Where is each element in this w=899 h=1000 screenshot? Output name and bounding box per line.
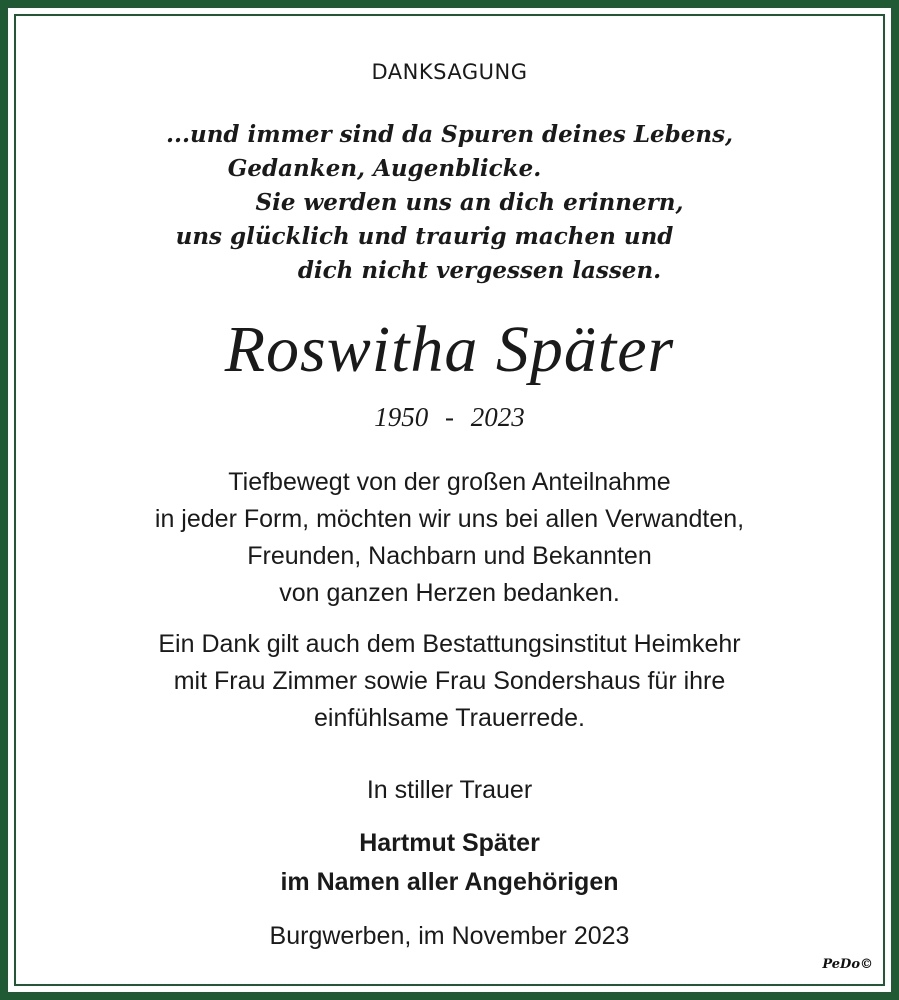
thanks-line: Freunden, Nachbarn und Bekannten: [247, 542, 652, 570]
poem-line: dich nicht vergessen lassen.: [297, 257, 662, 284]
poem-line: uns glücklich und traurig machen und: [175, 223, 674, 250]
life-years: 1950 - 2023: [374, 402, 525, 432]
thanks-paragraph: [16, 464, 883, 612]
thanks-line: Ein Dank gilt auch dem Bestattungsinstitut Heimkehr: [158, 630, 741, 658]
poem-line: Gedanken, Augenblicke.: [227, 155, 542, 182]
notice-margin: [8, 8, 891, 992]
thanks-line: in jeder Form, möchten wir uns bei allen Verwandten,: [154, 505, 745, 533]
poem-line: Sie werden uns an dich erinnern,: [255, 189, 684, 216]
publisher-mark: PeDo©: [822, 957, 873, 972]
deceased-name: Roswitha Später: [224, 313, 675, 386]
thanks-line: von ganzen Herzen bedanken.: [279, 579, 620, 607]
thanks-line: Tiefbewegt von der großen Anteilnahme: [228, 468, 671, 496]
thanks-line: mit Frau Zimmer sowie Frau Sondershaus für ihre: [173, 667, 726, 695]
mourning-phrase: In stiller Trauer: [366, 776, 533, 804]
signer-block: [16, 824, 883, 902]
signer-name: Hartmut Später: [359, 829, 540, 857]
funeral-home-thanks: [16, 626, 883, 737]
notice-content: [16, 16, 883, 984]
notice-heading: DANKSAGUNG: [371, 60, 528, 84]
place-date: Burgwerben, im November 2023: [269, 922, 630, 950]
signer-note: im Namen aller Angehörigen: [280, 868, 619, 896]
thanks-line: einfühlsame Trauerrede.: [314, 704, 585, 732]
poem-line: ...und immer sind da Spuren deines Lebens,: [165, 121, 734, 148]
notice-frame: [14, 14, 885, 986]
memorial-poem: [16, 118, 883, 288]
